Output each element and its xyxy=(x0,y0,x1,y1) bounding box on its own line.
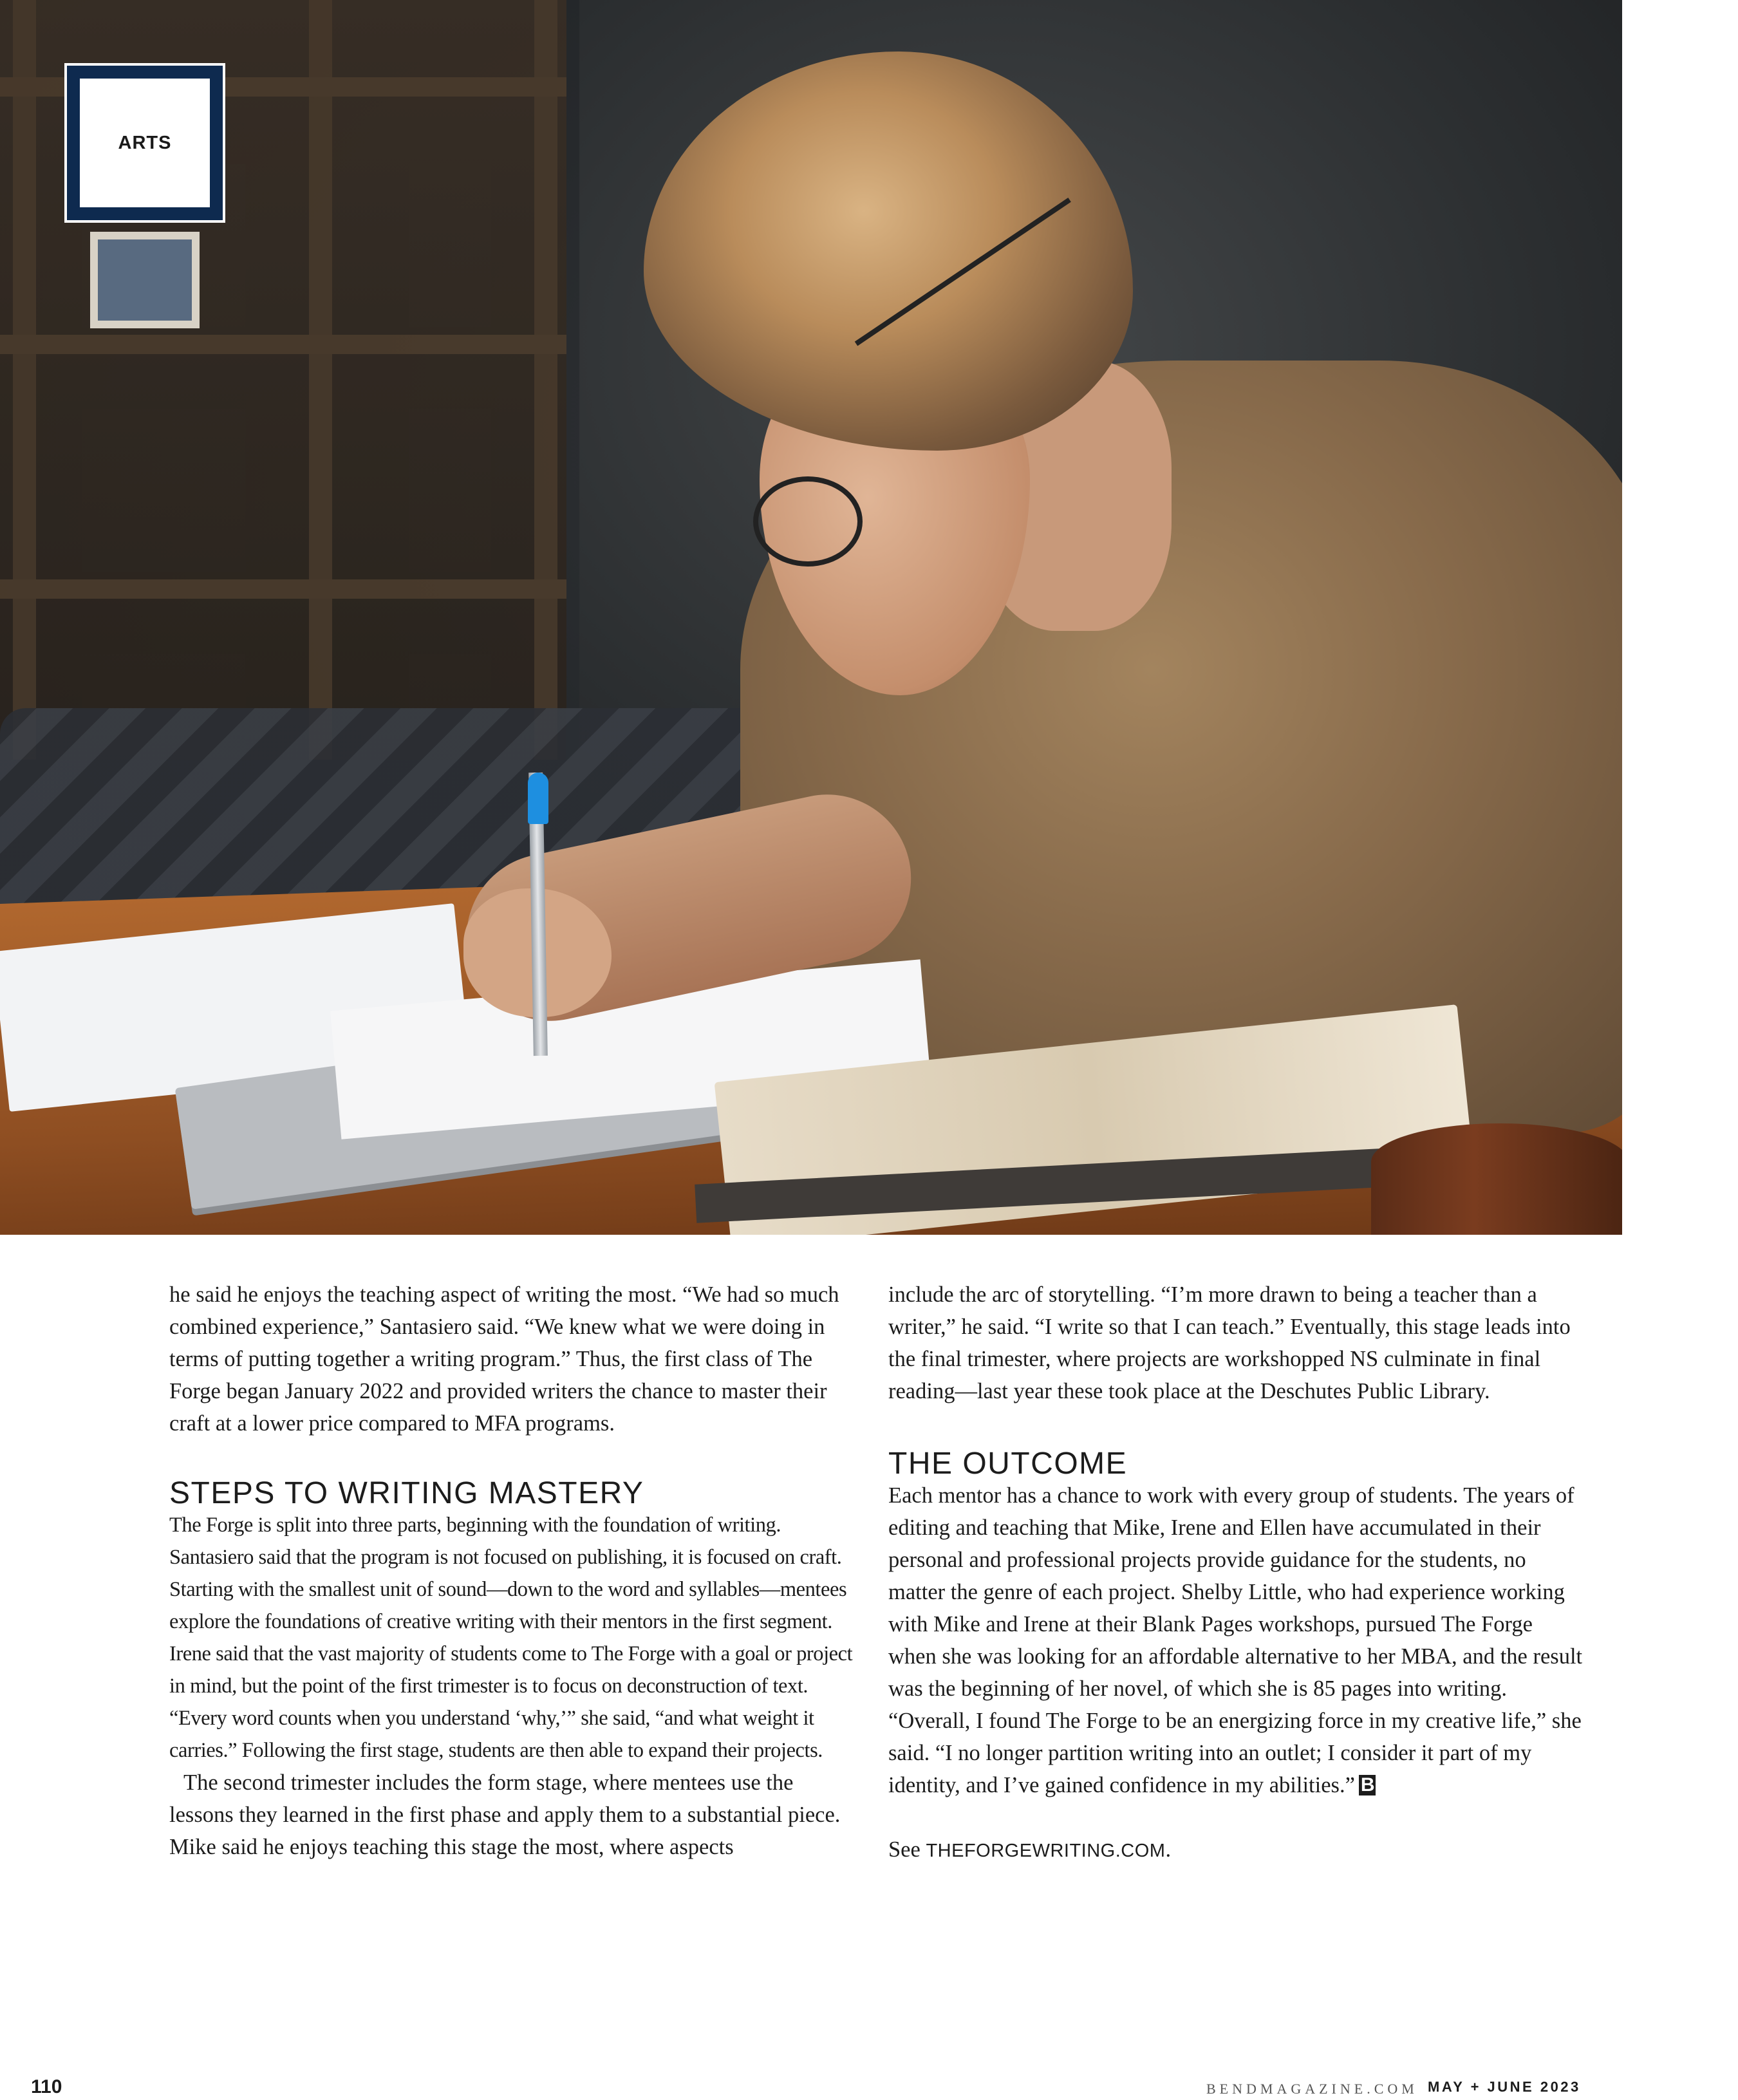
left-paragraph-2: The Forge is split into three parts, beginning with the foundation of writing. Santasiero said that the program is not focused on publishing, it is focused on craft. Starting with the smallest unit of sound—down to the word and syllables—mentees explore the foundations of creative writing with their mentors in the first segment. Irene said that the vast majority of students come to The Forge with a goal or project in mind, but the point of the first trimester is to focus on deconstruction of text. “Every word counts when you understand ‘why,’” she said, “and what weight it carries.” Following the first stage, students are then able to expand their projects. xyxy=(169,1514,853,1762)
see-website-line xyxy=(888,1833,1584,1867)
footer-issue-date: MAY + JUNE 2023 xyxy=(1428,2079,1581,2095)
right-paragraph-2 xyxy=(888,1479,1584,1801)
article-column-left xyxy=(169,1279,855,1863)
photo-mug xyxy=(1371,1123,1622,1235)
section-badge-label: ARTS xyxy=(80,79,210,207)
left-paragraph-3: The second trimester includes the form stage, where mentees use the lessons they learned in the first phase and apply them to a substantial piece. Mike said he enjoys teaching this stage the most, where aspects xyxy=(169,1770,841,1859)
page-number: 110 xyxy=(31,2076,62,2097)
right-paragraph-2-text: Each mentor has a chance to work with every group of students. The years of editing and teaching that Mike, Irene and Ellen have accumulated in their personal and professional projects provide guidance for the students, no matter the genre of each project. Shelby Little, who had experience working with Mike and Irene at their Blank Pages workshops, pursued The Forge when she was looking for an affordable alternative to her MBA, and the result was the beginning of her novel, of which she is 85 pages into writing. “Overall, I found The Forge to be an energizing force in my creative life,” she said. “I no longer partition writing into an outlet; I consider it part of my identity, and I’ve gained confidence in my abilities.” xyxy=(888,1483,1583,1797)
section-badge xyxy=(64,63,225,223)
website-link[interactable]: THEFORGEWRITING.COM xyxy=(926,1841,1166,1861)
end-mark-icon: B xyxy=(1359,1775,1376,1795)
right-paragraph-1: include the arc of storytelling. “I’m more drawn to being a teacher than a writer,” he said. “I write so that I can teach.” Eventually, this stage leads into the final trimester, where projects are workshopped NS culminate in final reading—last year these took place at the Deschutes Public Library. xyxy=(888,1282,1571,1403)
see-prefix: See xyxy=(888,1837,926,1862)
left-paragraph-1: he said he enjoys the teaching aspect of writing the most. “We had so much combined experience,” Santasiero said. “We knew what we were doing in terms of putting together a writing program.” Thus, the first class of The Forge began January 2022 and provided writers the chance to master their craft at a lower price compared to MFA programs. xyxy=(169,1282,839,1436)
see-suffix: . xyxy=(1165,1837,1172,1862)
section-heading-outcome: THE OUTCOME xyxy=(888,1447,1128,1481)
photo-pen-cap xyxy=(528,773,548,824)
footer-site: BENDMAGAZINE.COM xyxy=(1206,2081,1418,2097)
article-column-right xyxy=(888,1279,1584,1867)
photo-glasses xyxy=(753,476,863,567)
photo-picture-frame xyxy=(90,232,200,328)
section-heading-steps: STEPS TO WRITING MASTERY xyxy=(169,1476,644,1510)
